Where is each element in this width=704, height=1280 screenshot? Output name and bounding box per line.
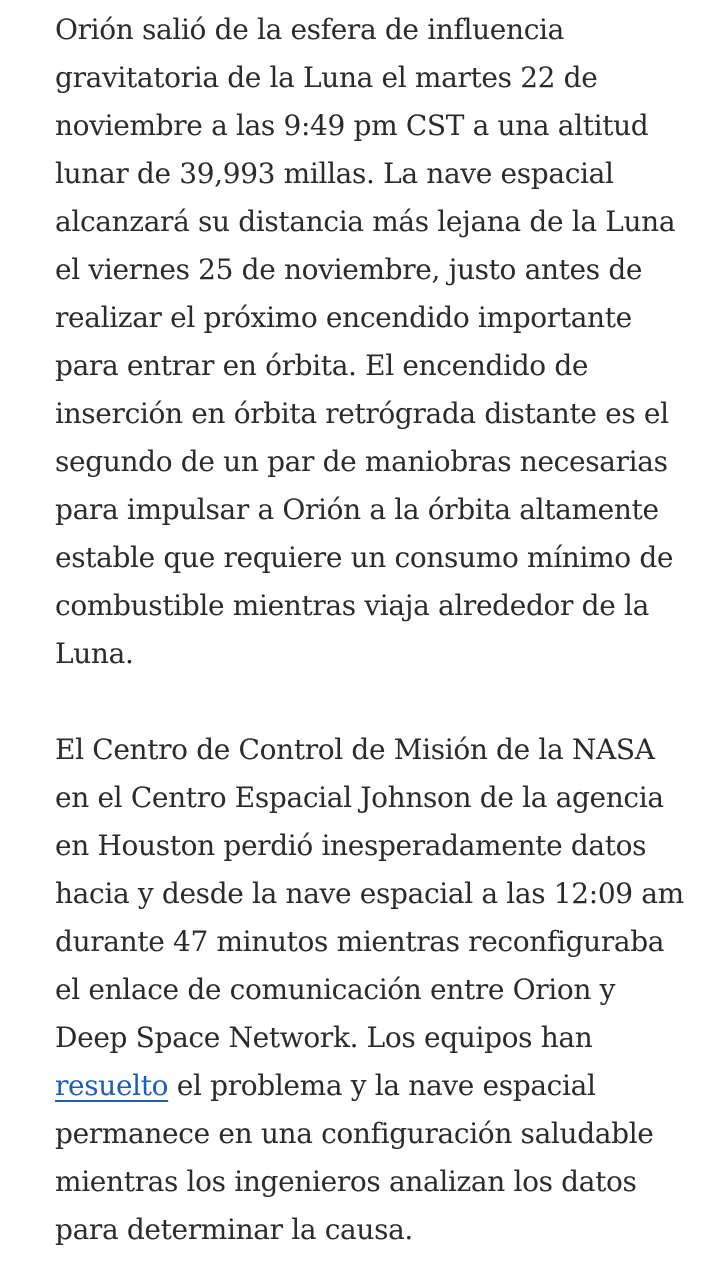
text-line: el viernes 25 de noviembre, justo antes de — [55, 253, 643, 286]
text-line: segundo de un par de maniobras necesarias — [55, 445, 668, 478]
text-line: gravitatoria de la Luna el martes 22 de — [55, 61, 598, 94]
text-line: durante 47 minutos mientras reconfiguraba — [55, 925, 665, 958]
text-line: estable que requiere un consumo mínimo de — [55, 541, 674, 574]
text-line-with-link — [55, 1062, 655, 1110]
text-line: mientras los ingenieros analizan los datos — [55, 1165, 637, 1198]
article-body — [55, 6, 684, 1254]
text-line: lunar de 39,993 millas. La nave espacial — [55, 157, 614, 190]
text-line: para impulsar a Orión a la órbita altamente — [55, 493, 659, 526]
text-line: inserción en órbita retrógrada distante es el — [55, 397, 669, 430]
text-line: para entrar en órbita. El encendido de — [55, 349, 589, 382]
paragraph-orion-sphere-exit — [55, 6, 676, 678]
text-line: Orión salió de la esfera de influencia — [55, 13, 564, 46]
text-line: combustible mientras viaja alrededor de la — [55, 589, 649, 622]
text-line: Deep Space Network. Los equipos han — [55, 1021, 593, 1054]
text-line: permanece en una configuración saludable — [55, 1117, 654, 1150]
text-line: en el Centro Espacial Johnson de la agencia — [55, 781, 664, 814]
text-fragment: el problema y la nave espacial — [168, 1069, 596, 1102]
text-line: en Houston perdió inesperadamente datos — [55, 829, 647, 862]
text-line: noviembre a las 9:49 pm CST a una altitud — [55, 109, 649, 142]
paragraph-mission-control-data-loss — [55, 726, 684, 1254]
text-line: El Centro de Control de Misión de la NASA — [55, 733, 655, 766]
resuelto-link[interactable]: resuelto — [55, 1069, 169, 1102]
text-line: el enlace de comunicación entre Orion y — [55, 973, 616, 1006]
text-line: realizar el próximo encendido importante — [55, 301, 632, 334]
text-line: alcanzará su distancia más lejana de la Luna — [55, 205, 676, 238]
text-line: hacia y desde la nave espacial a las 12:09 am — [55, 877, 684, 910]
text-line: para determinar la causa. — [55, 1213, 413, 1246]
text-line: Luna. — [55, 637, 134, 670]
